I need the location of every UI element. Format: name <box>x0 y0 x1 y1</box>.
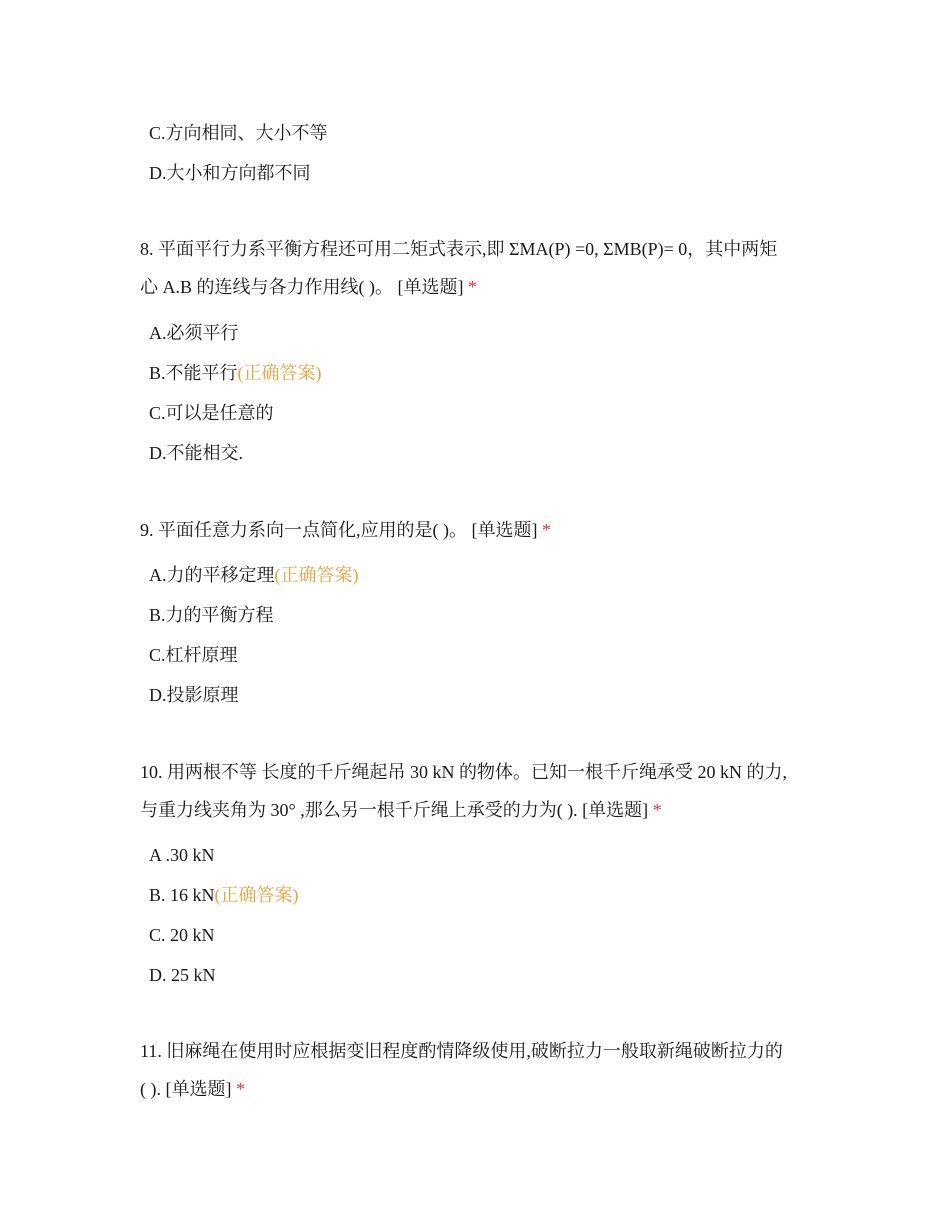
question-9-option-d[interactable] <box>149 683 239 707</box>
option-label: B. 16 kN <box>149 885 215 905</box>
option-label: D.大小和方向都不同 <box>149 163 311 183</box>
required-mark: * <box>652 800 662 820</box>
option-label: C. 20 kN <box>149 925 215 945</box>
option-c[interactable] <box>149 121 328 145</box>
question-10-line-1: 10. 用两根不等 长度的千斤绳起吊 30 kN 的物体。已知一根千斤绳承受 20 kN 的力, <box>140 762 787 782</box>
question-8-line-1: 8. 平面平行力系平衡方程还可用二矩式表示,即 ΣMA(P) =0, ΣMB(P)= 0，其中两矩 <box>140 239 778 259</box>
question-8-title <box>140 230 820 306</box>
required-mark: * <box>541 520 551 540</box>
question-9-option-c[interactable] <box>149 643 238 667</box>
question-9-title <box>140 511 820 549</box>
question-10-line-2: 与重力线夹角为 30° ,那么另一根千斤绳上承受的力为( ). [单选题] <box>140 800 649 820</box>
option-label: A.力的平移定理 <box>149 565 275 585</box>
question-9-option-b[interactable] <box>149 603 274 627</box>
option-label: A .30 kN <box>149 845 215 865</box>
required-mark: * <box>235 1079 245 1099</box>
question-8-option-d[interactable] <box>149 441 243 465</box>
option-label: B.不能平行 <box>149 363 238 383</box>
option-d[interactable] <box>149 161 311 185</box>
question-10-option-b[interactable] <box>149 883 299 907</box>
question-11-line-1: 11. 旧麻绳在使用时应根据变旧程度酌情降级使用,破断拉力一般取新绳破断拉力的 <box>140 1041 783 1061</box>
correct-answer-badge: (正确答案) <box>214 885 299 905</box>
correct-answer-badge: (正确答案) <box>237 363 322 383</box>
question-8-option-b[interactable] <box>149 361 322 385</box>
question-8-option-c[interactable] <box>149 401 274 425</box>
option-label: D.投影原理 <box>149 685 239 705</box>
option-label: D. 25 kN <box>149 965 216 985</box>
option-label: C.可以是任意的 <box>149 403 274 423</box>
question-10-option-a[interactable] <box>149 843 215 867</box>
question-11-title <box>140 1032 820 1108</box>
required-mark: * <box>467 277 477 297</box>
correct-answer-badge: (正确答案) <box>274 565 359 585</box>
option-label: C.杠杆原理 <box>149 645 238 665</box>
option-label: B.力的平衡方程 <box>149 605 274 625</box>
option-label: C.方向相同、大小不等 <box>149 123 328 143</box>
option-label: D.不能相交. <box>149 443 243 463</box>
question-10-title <box>140 753 820 829</box>
question-8-option-a[interactable] <box>149 321 239 345</box>
question-9-line-1: 9. 平面任意力系向一点简化,应用的是( )。 [单选题] <box>140 520 538 540</box>
question-11-line-2: ( ). [单选题] <box>140 1079 232 1099</box>
option-label: A.必须平行 <box>149 323 239 343</box>
question-10-option-c[interactable] <box>149 923 215 947</box>
question-8-line-2: 心 A.B 的连线与各力作用线( )。 [单选题] <box>140 277 464 297</box>
question-9-option-a[interactable] <box>149 563 359 587</box>
question-10-option-d[interactable] <box>149 963 216 987</box>
